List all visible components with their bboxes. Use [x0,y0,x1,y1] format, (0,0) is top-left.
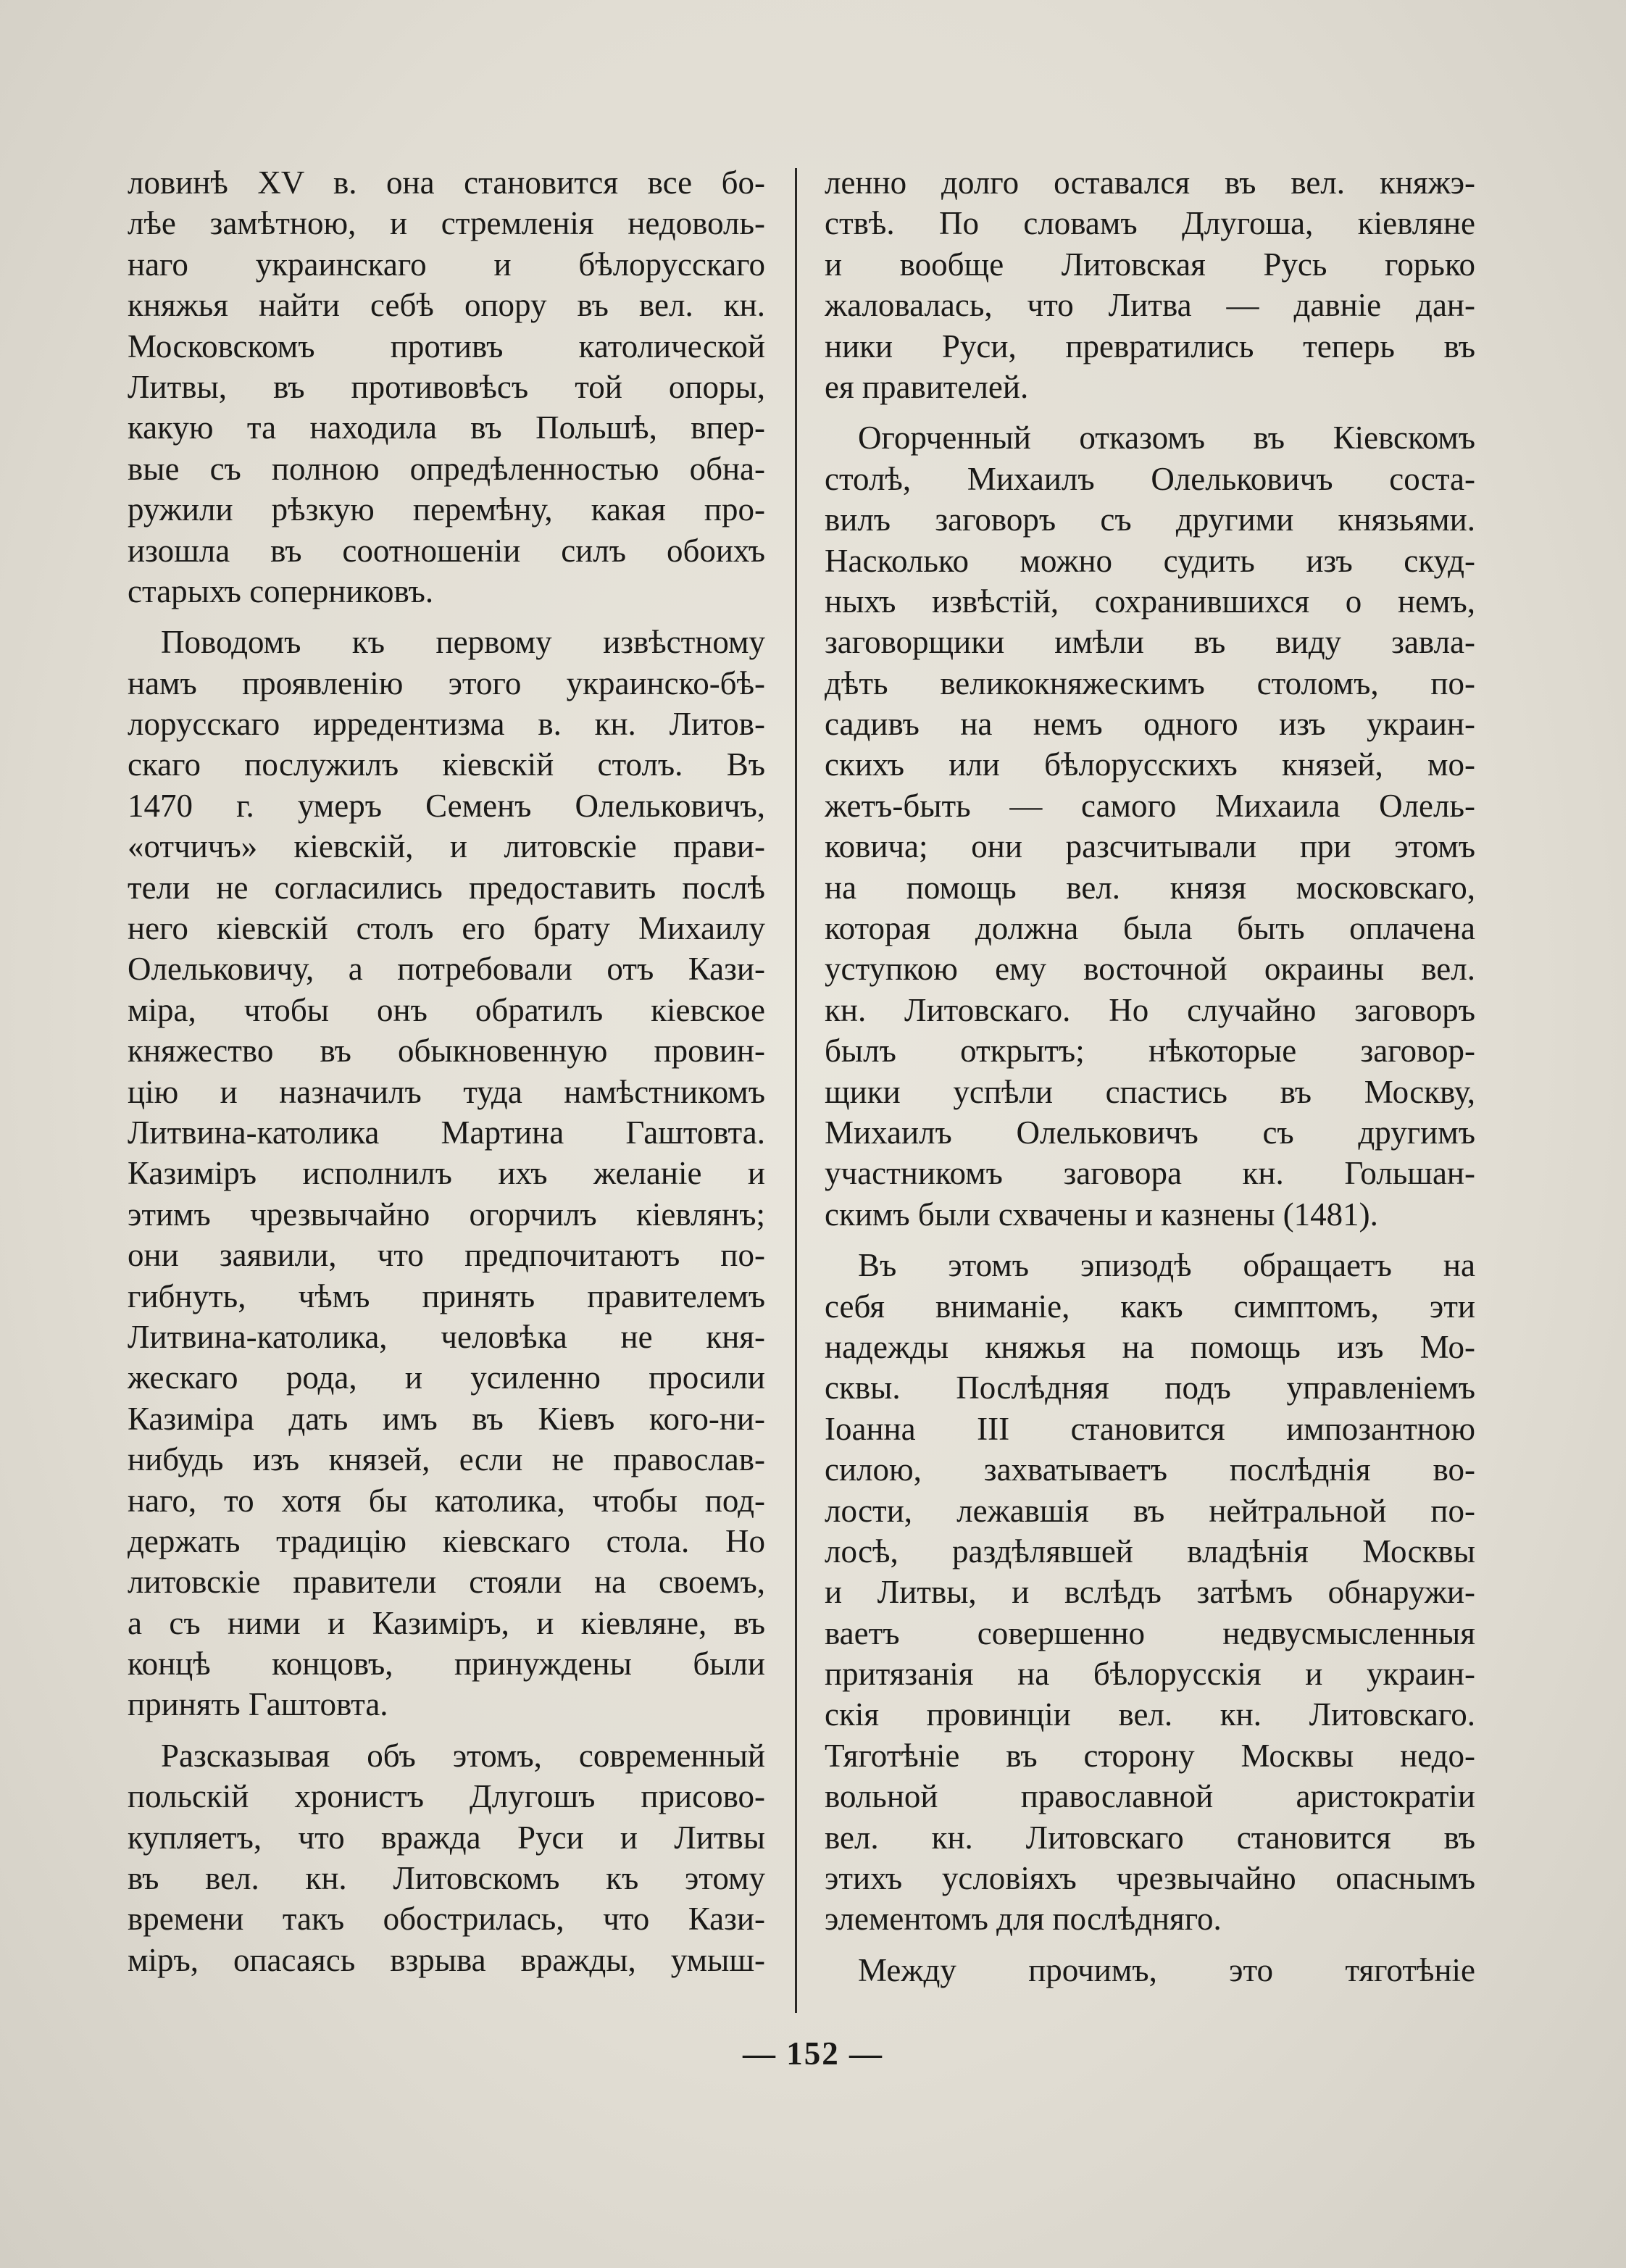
text-line: купляетъ, что вражда Руси и Литвы [128,1819,765,1856]
text-line: старыхъ соперниковъ. [128,572,434,609]
text-line: въ вел. кн. Литовскомъ къ этому [128,1860,765,1897]
text-line: Литвина-католика Мартина Гаштовта. [128,1114,765,1151]
text-line: вольной православной аристократіи [825,1778,1475,1815]
text-line: тели не согласились предоставить послѣ [128,869,765,906]
text-line: себя вниманіе, какъ симптомъ, эти [825,1288,1475,1325]
text-line: скія провинціи вел. кн. Литовскаго. [825,1696,1475,1733]
text-line: уступкою ему восточной окраины вел. [825,951,1475,988]
text-line: Огорченный отказомъ въ Кіевскомъ [858,420,1475,456]
text-line: ея правителей. [825,368,1029,405]
text-line: наго, то хотя бы католика, чтобы под- [128,1482,765,1519]
text-line: Литвы, въ противовѣсъ той опоры, [128,368,765,405]
text-line: какую та находила въ Польшѣ, впер- [128,409,765,446]
text-line: Казиміръ исполнилъ ихъ желаніе и [128,1155,765,1192]
text-line: княжья найти себѣ опору въ вел. кн. [128,287,765,324]
text-line: держать традицію кіевскаго стола. Но [128,1522,765,1559]
text-line: гибнуть, чѣмъ принять правителемъ [128,1277,765,1314]
text-line: намъ проявленію этого украинско-бѣ- [128,664,765,701]
text-line: а съ ними и Казиміръ, и кіевляне, въ [128,1604,765,1641]
paragraph [825,162,1475,407]
text-line: этимъ чрезвычайно огорчилъ кіевлянъ; [128,1196,765,1233]
text-line: него кіевскій столъ его брату Михаилу [128,910,765,947]
text-line: жаловалась, что Литва — давніе дан- [825,287,1475,324]
text-line: Разсказывая объ этомъ, современный [161,1737,765,1774]
text-line: Олельковичу, а потребовали отъ Кази- [128,951,765,988]
text-line: скимъ были схвачены и казнены (1481). [825,1196,1378,1233]
text-line: садивъ на немъ одного изъ украин- [825,706,1475,743]
text-line: вел. кн. Литовскаго становится въ [825,1819,1475,1856]
text-line: ленно долго оставался въ вел. княжэ- [825,164,1475,201]
text-line: кн. Литовскаго. Но случайно заговоръ [825,991,1475,1028]
text-line: ствѣ. По словамъ Длугоша, кіевляне [825,205,1475,242]
text-line: польскій хронистъ Длугошъ присово- [128,1778,765,1815]
text-line: «отчичъ» кіевскій, и литовскіе прави- [128,828,765,865]
text-line: притязанія на бѣлорусскія и украин- [825,1656,1475,1693]
text-line: литовскіе правители стояли на своемъ, [128,1564,765,1601]
text-line: и Литвы, и вслѣдъ затѣмъ обнаружи- [825,1574,1475,1611]
text-line: ружили рѣзкую перемѣну, какая про- [128,491,765,528]
text-line: этихъ условіяхъ чрезвычайно опаснымъ [825,1860,1475,1897]
text-line: скаго послужилъ кіевскій столъ. Въ [128,746,765,783]
text-line: силою, захватываетъ послѣднія во- [825,1451,1475,1488]
text-line: щики успѣли спастись въ Москву, [825,1073,1475,1110]
text-line: участникомъ заговора кн. Гольшан- [825,1155,1475,1192]
text-line: міръ, опасаясь взрыва вражды, умыш- [128,1941,765,1978]
text-line: ковича; они разсчитывали при этомъ [825,828,1475,865]
text-line: столѣ, Михаилъ Олельковичъ соста- [825,460,1475,497]
column-divider-rule [795,168,797,2013]
text-line: вые съ полною опредѣленностью обна- [128,450,765,487]
text-line: Московскомъ противъ католической [128,328,765,364]
paragraph [825,417,1475,1235]
text-line: Между прочимъ, это тяготѣніе [858,1951,1475,1988]
text-line: Литвина-католика, человѣка не кня- [128,1318,765,1355]
text-line: принять Гаштовта. [128,1686,388,1723]
paragraph [825,1950,1475,1990]
text-line: ники Руси, превратились теперь въ [825,328,1475,364]
text-line: ловинѣ XV в. она становится все бо- [128,164,765,201]
text-line: элементомъ для послѣдняго. [825,1901,1222,1938]
text-line: сквы. Послѣдняя подъ управленіемъ [825,1369,1475,1406]
text-line: міра, чтобы онъ обратилъ кіевское [128,991,765,1028]
page-number: — 152 — [743,2035,883,2072]
text-line: скихъ или бѣлорусскихъ князей, мо- [825,746,1475,783]
paragraph [825,1245,1475,1940]
text-line: которая должна была быть оплачена [825,910,1475,947]
paragraph [128,622,765,1725]
text-line: Михаилъ Олельковичъ съ другимъ [825,1114,1475,1151]
text-line: нибудь изъ князей, если не православ- [128,1441,765,1478]
text-line: концѣ концовъ, принуждены были [128,1646,765,1683]
text-line: они заявили, что предпочитаютъ по- [128,1237,765,1274]
text-line: Іоанна III становится импозантною [825,1410,1475,1447]
text-line: лорусскаго ирредентизма в. кн. Литов- [128,706,765,743]
text-line: Насколько можно судить изъ скуд- [825,542,1475,579]
paragraph [128,162,765,612]
paragraph [128,1735,765,1980]
text-line: вилъ заговоръ съ другими князьями. [825,501,1475,538]
text-line: 1470 г. умеръ Семенъ Олельковичъ, [128,787,765,824]
text-line: Въ этомъ эпизодѣ обращаетъ на [858,1247,1475,1284]
text-line: цію и назначилъ туда намѣстникомъ [128,1073,765,1110]
text-line: изошла въ соотношеніи силъ обоихъ [128,532,765,569]
text-line: жетъ-быть — самого Михаила Олель- [825,787,1475,824]
text-line: ваетъ совершенно недвусмысленныя [825,1614,1475,1651]
text-line: Поводомъ къ первому извѣстному [161,624,765,661]
text-line: и вообще Литовская Русь горько [825,246,1475,283]
text-line: лосѣ, раздѣлявшей владѣнія Москвы [825,1533,1475,1569]
text-line: ныхъ извѣстій, сохранившихся о немъ, [825,583,1475,620]
right-text-column [825,162,1475,1990]
text-line: на помощь вел. князя московскаго, [825,869,1475,906]
text-line: княжество въ обыкновенную провин- [128,1033,765,1070]
text-line: былъ открытъ; нѣкоторые заговор- [825,1033,1475,1070]
text-line: лости, лежавшія въ нейтральной по- [825,1492,1475,1529]
text-line: наго украинскаго и бѣлорусскаго [128,246,765,283]
text-line: Казиміра дать имъ въ Кіевъ кого-ни- [128,1400,765,1437]
text-line: дѣть великокняжескимъ столомъ, по- [825,664,1475,701]
text-line: жескаго рода, и усиленно просили [128,1359,765,1396]
text-line: времени такъ обострилась, что Кази- [128,1901,765,1938]
text-line: лѣе замѣтною, и стремленія недоволь- [128,205,765,242]
text-line: заговорщики имѣли въ виду завла- [825,624,1475,661]
text-line: надежды княжья на помощь изъ Мо- [825,1328,1475,1365]
text-line: Тяготѣніе въ сторону Москвы недо- [825,1737,1475,1774]
left-text-column [128,162,765,1980]
